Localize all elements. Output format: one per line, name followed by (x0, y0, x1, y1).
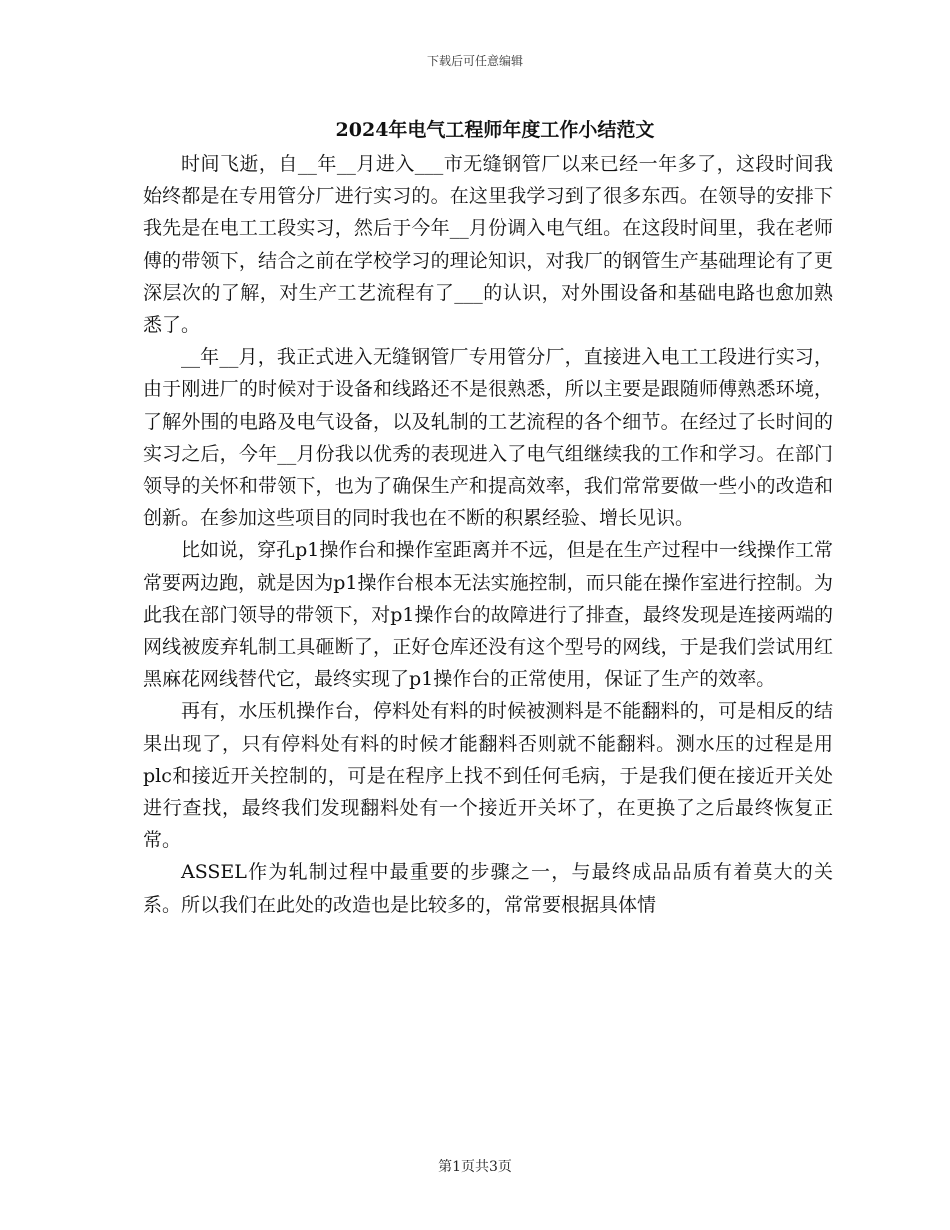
page-header-note: 下载后可任意编辑 (426, 54, 523, 68)
paragraph-2: __年__月，我正式进入无缝钢管厂专用管分厂，直接进入电工工段进行实习，由于刚进厂的时候对于设备和线路还不是很熟悉，所以主要是跟随师傅熟悉环境，了解外围的电路及电气设备，以及轧制的工艺流程的各个细节。在经过了长时间的实习之后，今年__月份我以优秀的表现进入了电气组继续我的工作和学习。在部门领导的关怀和带领下，也为了确保生产和提高效率，我们常常要做一些小的改造和创新。在参加这些项目的同时我也在不断的积累经验、增长见识。 (143, 346, 833, 530)
paragraph-1: 时间飞逝，自__年__月进入___市无缝钢管厂以来已经一年多了，这段时间我始终都是在专用管分厂进行实习的。在这里我学习到了很多东西。在领导的安排下我先是在电工工段实习，然后于今年__月份调入电气组。在这段时间里，我在老师傅的带领下，结合之前在学校学习的理论知识，对我厂的钢管生产基础理论有了更深层次的了解，对生产工艺流程有了___的认识，对外围设备和基础电路也愈加熟悉了。 (143, 153, 833, 337)
document-title: 2024年电气工程师年度工作小结范文 (335, 119, 655, 141)
document-body (143, 148, 833, 921)
paragraph-4: 再有，水压机操作台，停料处有料的时候被测料是不能翻料的，可是相反的结果出现了，只有停料处有料的时候才能翻料否则就不能翻料。测水压的过程是用plc和接近开关控制的，可是在程序上找不到任何毛病，于是我们便在接近开关处进行查找，最终我们发现翻料处有一个接近开关坏了，在更换了之后最终恢复正常。 (143, 700, 833, 852)
paragraph-5: ASSEL作为轧制过程中最重要的步骤之一，与最终成品品质有着莫大的关系。所以我们在此处的改造也是比较多的，常常要根据具体情 (143, 861, 833, 916)
paragraph-3: 比如说，穿孔p1操作台和操作室距离并不远，但是在生产过程中一线操作工常常要两边跑，就是因为p1操作台根本无法实施控制，而只能在操作室进行控制。为此我在部门领导的带领下，对p1操作台的故障进行了排查，最终发现是连接两端的网线被废弃轧制工具砸断了，正好仓库还没有这个型号的网线，于是我们尝试用红黑麻花网线替代它，最终实现了p1操作台的正常使用，保证了生产的效率。 (143, 539, 833, 691)
page-number: 第1页共3页 (438, 1159, 512, 1175)
